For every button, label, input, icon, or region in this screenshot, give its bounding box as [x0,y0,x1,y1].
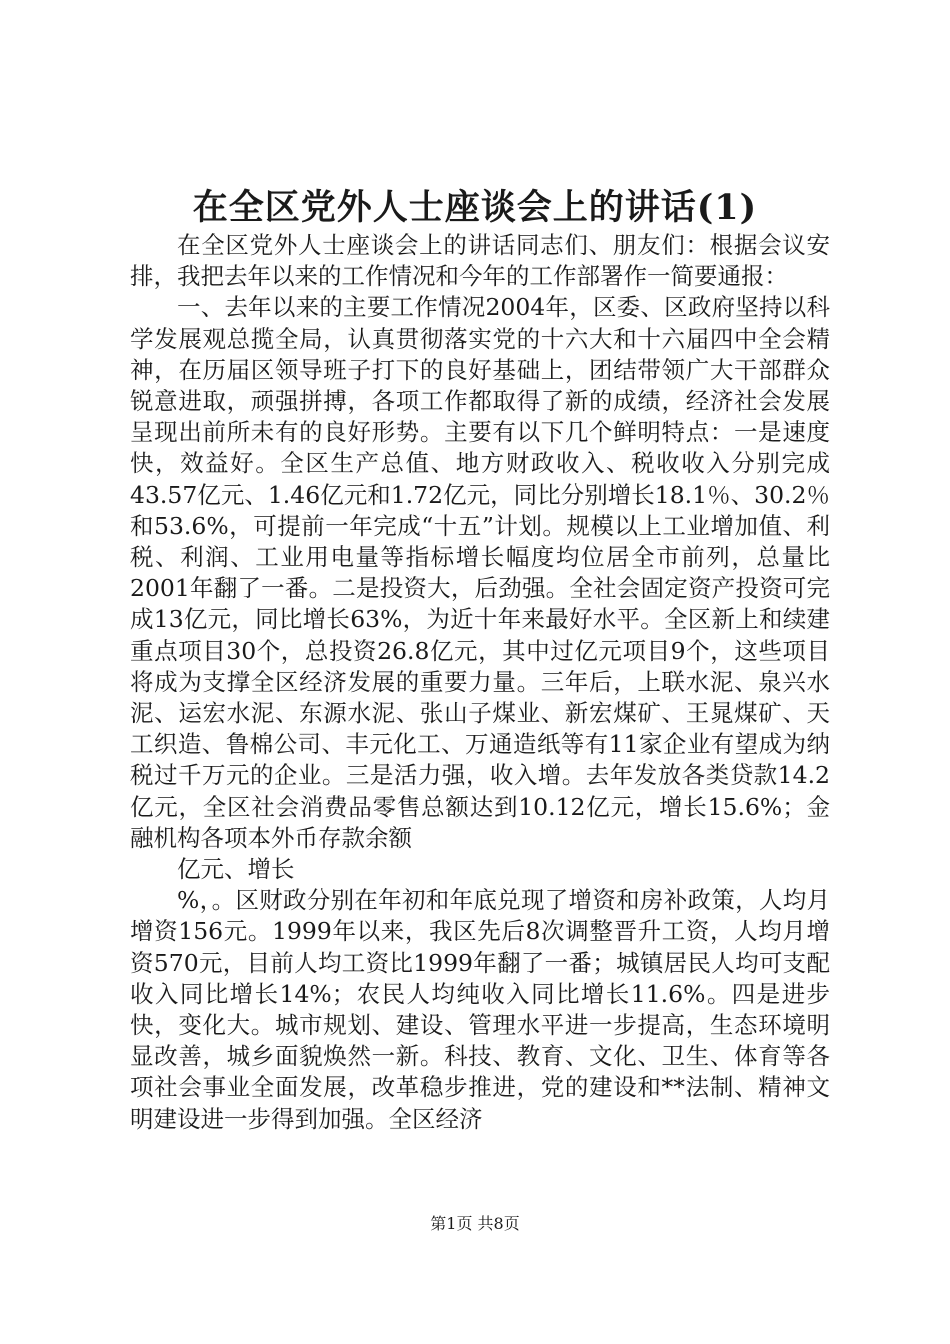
paragraph-fragment-deposits: 亿元、增长 [177,855,295,884]
document-body [130,230,830,1135]
paragraph-income: %，。区财政分别在年初和年底兑现了增资和房补政策，人均月增资156元。1999年以来，我区先后8次调整晋升工资，人均月增资570元，目前人均工资比1999年翻了一番；城镇居民人均可支配收入同比增长14%；农民人均纯收入同比增长11.6%。四是进步快，变化大。城市规划、建设、管理水平进一步提高，生态环境明显改善，城乡面貌焕然一新。科技、教育、文化、卫生、体育等各项社会事业全面发展，改革稳步推进，党的建设和**法制、精神文明建设进一步得到加强。全区经济 [130,886,830,1133]
page-number: 第1页 共8页 [430,1214,520,1233]
document-title: 在全区党外人士座谈会上的讲话(1) [192,187,758,228]
paragraph-work-report: 一、去年以来的主要工作情况2004年，区委、区政府坚持以科学发展观总揽全局，认真贯彻落实党的十六大和十六届四中全会精神，在历届区领导班子打下的良好基础上，团结带领广大干部群众锐意进取，顽强拼搏，各项工作都取得了新的成绩，经济社会发展呈现出前所未有的良好形势。主要有以下几个鲜明特点：一是速度快，效益好。全区生产总值、地方财政收入、税收收入分别完成43.57亿元、1.46亿元和1.72亿元，同比分别增长18.1％、30.2％和53.6%，可提前一年完成“十五”计划。规模以上工业增加值、利税、利润、工业用电量等指标增长幅度均位居全市前列，总量比2001年翻了一番。二是投资大，后劲强。全社会固定资产投资可完成13亿元，同比增长63%，为近十年来最好水平。全区新上和续建重点项目30个，总投资26.8亿元，其中过亿元项目9个，这些项目将成为支撑全区经济发展的重要力量。三年后，上联水泥、泉兴水泥、运宏水泥、东源水泥、张山子煤业、新宏煤矿、王晁煤矿、天工织造、鲁棉公司、丰元化工、万通造纸等有11家企业有望成为纳税过千万元的企业。三是活力强，收入增。去年发放各类贷款14.2亿元，全区社会消费品零售总额达到10.12亿元，增长15.6%；金融机构各项本外币存款余额 [130,293,830,852]
paragraph-greeting: 在全区党外人士座谈会上的讲话同志们、朋友们：根据会议安排，我把去年以来的工作情况和今年的工作部署作一简要通报： [130,231,830,291]
